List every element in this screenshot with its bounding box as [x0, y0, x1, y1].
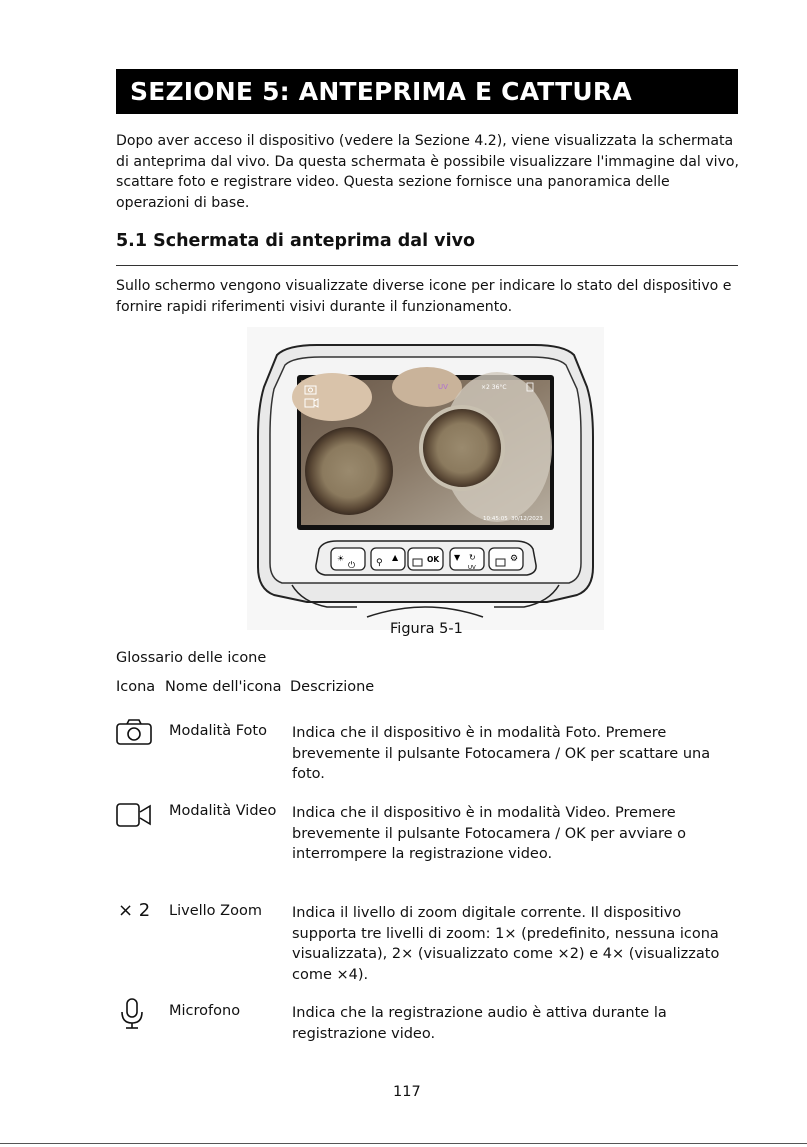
glossary-name-foto: Modalità Foto [169, 723, 267, 739]
device-figure [247, 327, 604, 630]
glossary-desc-video: Indica che il dispositivo è in modalità Video. Premere brevemente il pulsante Fotocamera / OK per avviare o interrompere la registrazione video. [292, 805, 686, 862]
header-name: Nome dell'icona [165, 679, 282, 695]
glossary-desc-foto: Indica che il dispositivo è in modalità Foto. Premere brevemente il pulsante Fotocamera / OK per scattare una foto. [292, 725, 711, 782]
svg-text:▼: ▼ [454, 553, 461, 562]
glossary-desc-zoom: Indica il livello di zoom digitale corrente. Il dispositivo supporta tre livelli di zoom: 1× (predefinito, nessuna icona visualizzata), 2× (visualizzato come ×2) e 4× (visualizzato come ×4). [292, 905, 720, 983]
camera-icon [116, 719, 152, 749]
glossary-title: Glossario delle icone [116, 650, 267, 666]
video-camera-icon [116, 802, 152, 832]
bottom-rule [0, 1143, 807, 1144]
overlay-status-text: ×2 36°C [481, 384, 507, 391]
uv-label: UV [468, 565, 476, 571]
section-title: SEZIONE 5: ANTEPRIMA E CATTURA [116, 69, 738, 114]
overlay-time: 10:45:05 [483, 516, 508, 522]
page-number: 117 [393, 1084, 421, 1100]
intro-paragraph: Dopo aver acceso il dispositivo (vedere la Sezione 4.2), viene visualizzata la schermata di anteprima dal vivo. Da questa schermata è possibile visualizzare l'immagine dal vivo, scattare foto e registrare video. Questa sezione fornisce una panoramica delle operazioni di base. [116, 133, 740, 211]
glossary-name-microfono: Microfono [169, 1003, 241, 1019]
svg-text:⏻: ⏻ [348, 561, 356, 571]
figure-caption: Figura 5-1 [390, 621, 463, 637]
svg-text:☀: ☀ [337, 554, 345, 563]
header-description: Descrizione [290, 679, 375, 695]
glossary-name-zoom: Livello Zoom [169, 903, 262, 919]
ok-label: OK [427, 555, 440, 564]
device-illustration [247, 327, 604, 630]
glossary-desc-microfono: Indica che la registrazione audio è attiva durante la registrazione video. [292, 1005, 667, 1042]
svg-text:⚙: ⚙ [510, 554, 519, 564]
microphone-icon [118, 998, 146, 1034]
glossary-name-video: Modalità Video [169, 803, 277, 819]
subsection-rule [116, 265, 738, 266]
overlay-uv-label: UV [438, 383, 448, 391]
svg-text:▲: ▲ [392, 553, 399, 562]
svg-text:⚲: ⚲ [376, 558, 383, 568]
subsection-paragraph: Sullo schermo vengono visualizzate diverse icone per indicare lo stato del dispositivo e fornire rapidi riferimenti visivi durante il funzionamento. [116, 278, 732, 315]
zoom-level-icon: × 2 [118, 900, 151, 921]
svg-text:↻: ↻ [469, 553, 476, 562]
header-icon: Icona [116, 679, 156, 695]
subsection-title: 5.1 Schermata di anteprima dal vivo [116, 231, 476, 251]
overlay-date: 30/12/2023 [511, 516, 543, 522]
